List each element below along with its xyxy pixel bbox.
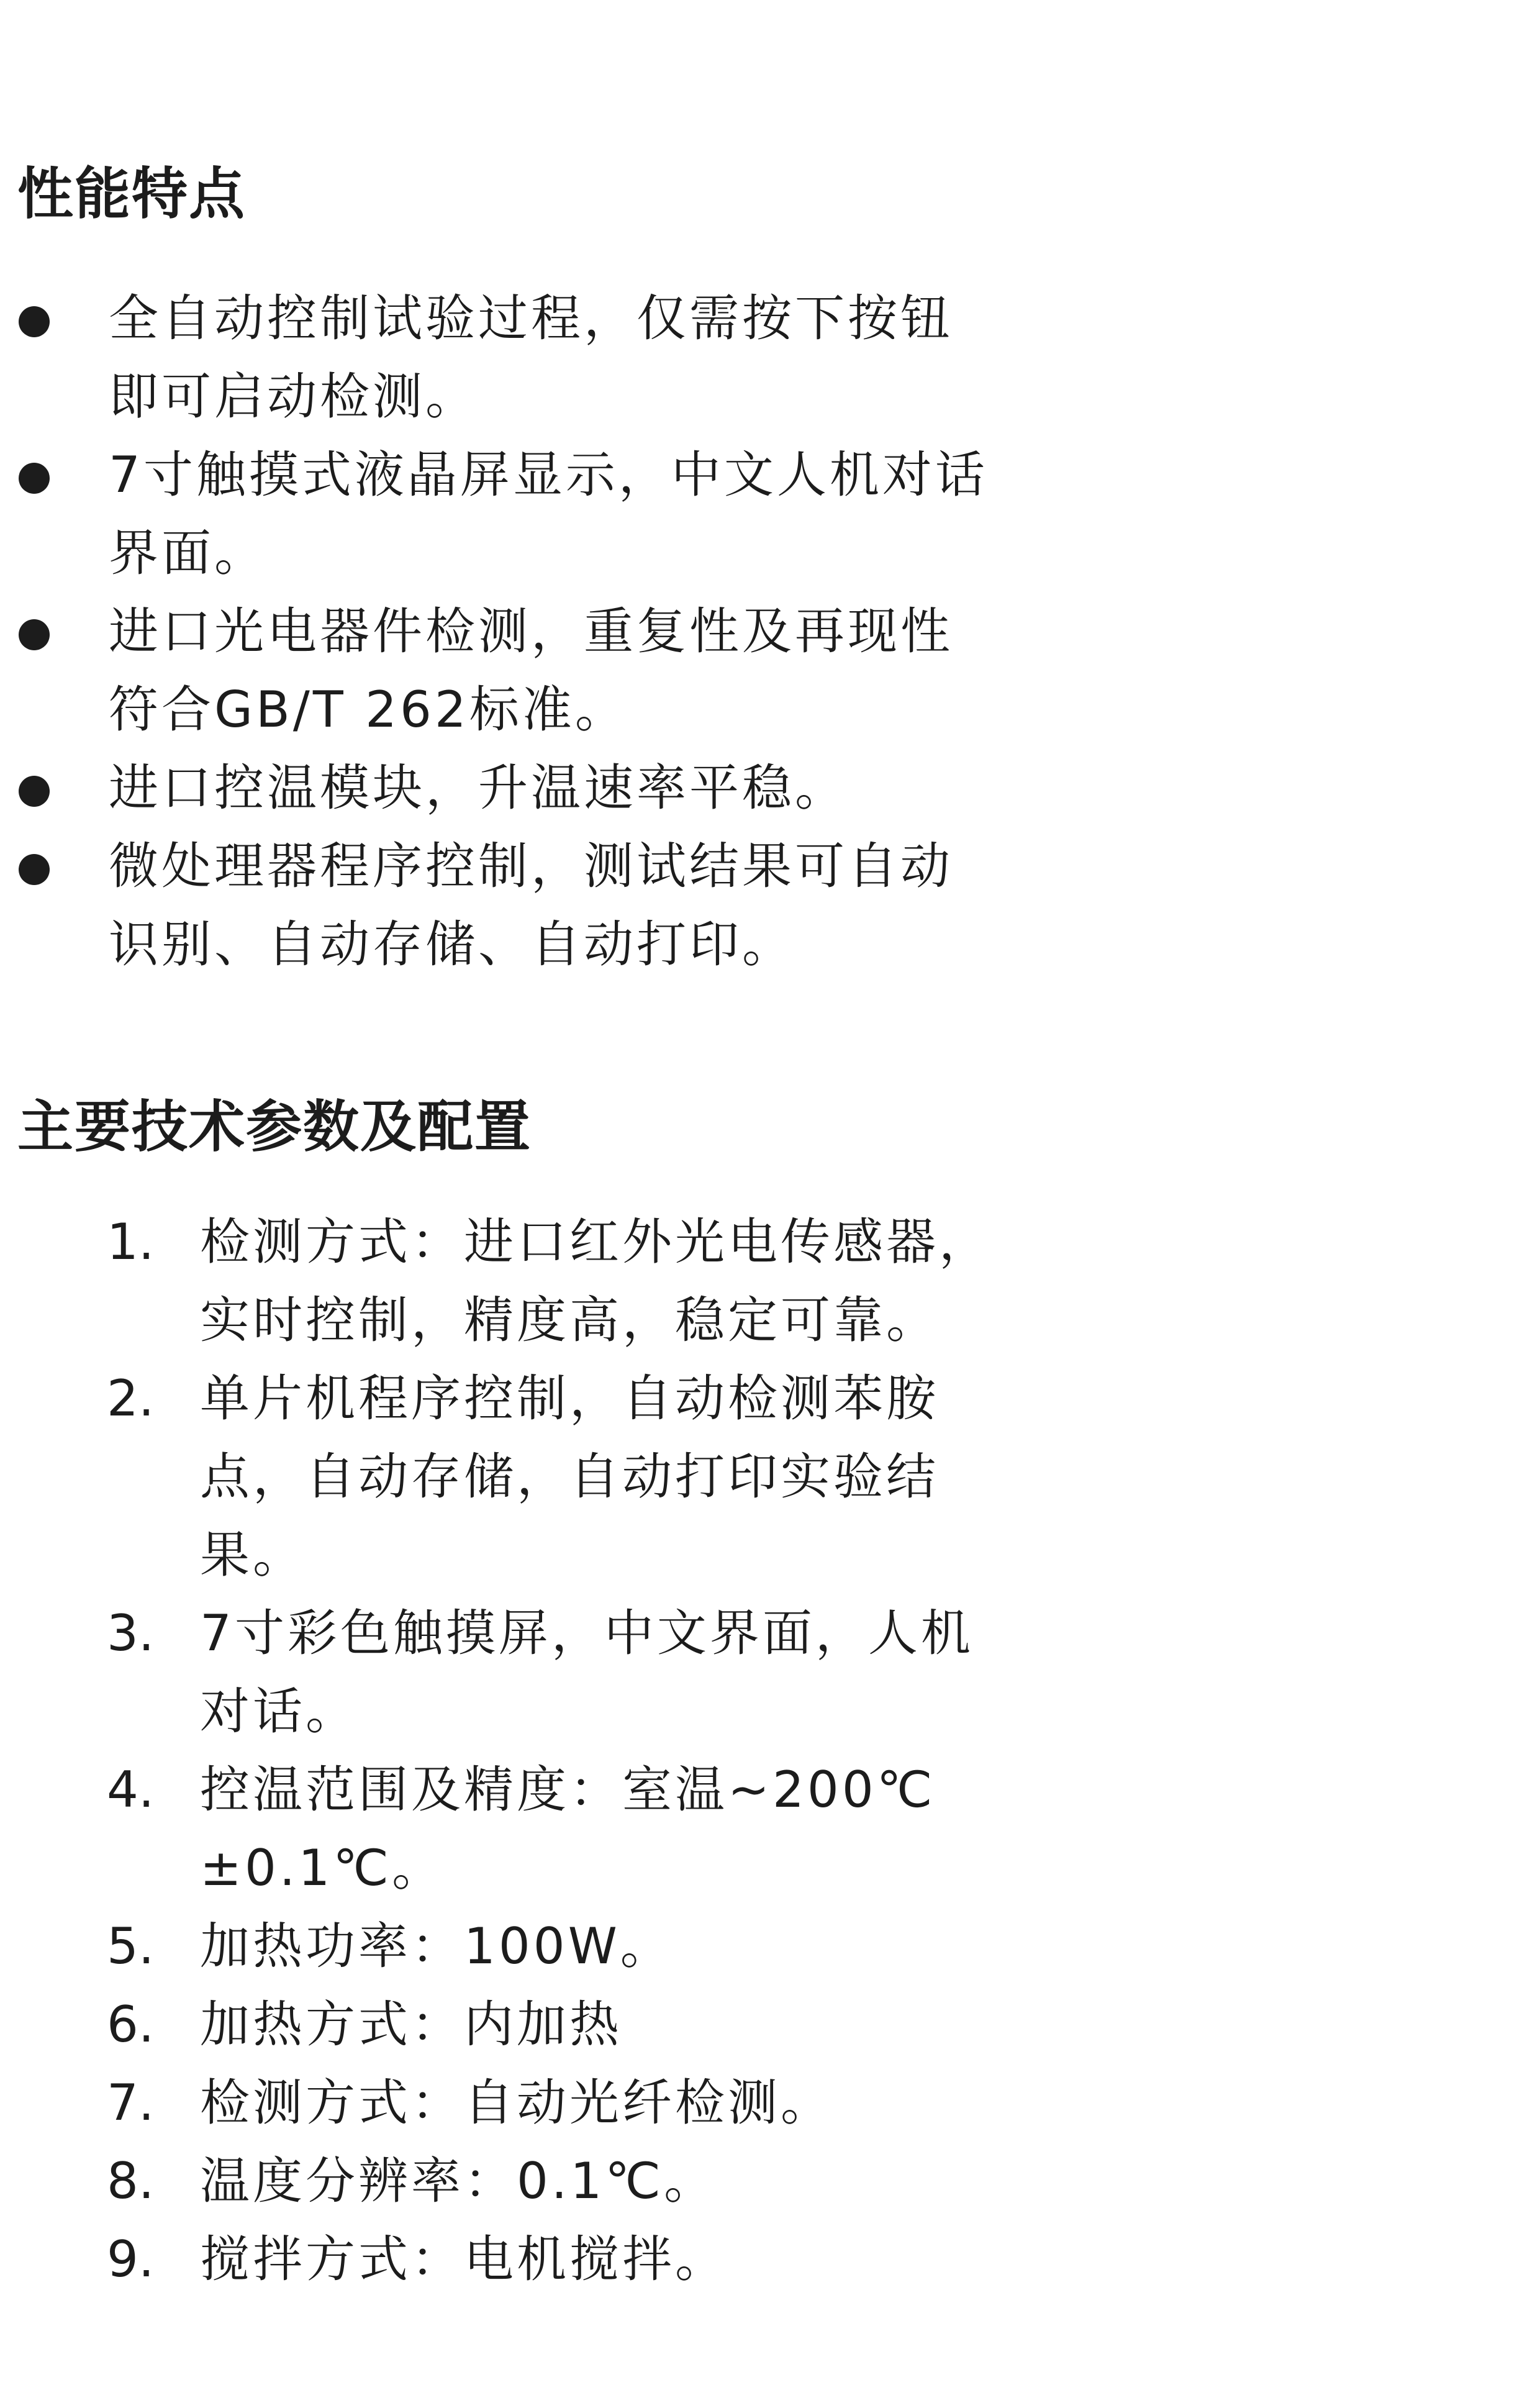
feature-text: 进口控温模块，升温速率平稳。	[109, 759, 848, 817]
feature-item	[0, 593, 994, 749]
spec-number: 2.	[107, 1370, 155, 1427]
feature-text: 进口光电器件检测，重复性及再现性符合GB/T 262标准。	[109, 602, 953, 738]
spec-number: 9.	[107, 2230, 155, 2288]
feature-item	[0, 749, 994, 827]
spec-item	[0, 1594, 994, 1751]
spec-text: 温度分辨率：0.1℃。	[200, 2152, 717, 2210]
spec-text: 加热功率：100W。	[200, 1917, 673, 1975]
bullet-dot-icon	[19, 306, 50, 337]
spec-text: 单片机程序控制，自动检测苯胺点，自动存储，自动打印实验结果。	[200, 1370, 939, 1584]
feature-text: 7寸触摸式液晶屏显示，中文人机对话界面。	[109, 446, 988, 582]
feature-item	[0, 827, 994, 984]
spec-text: 搅拌方式：电机搅拌。	[200, 2230, 728, 2288]
specs-list	[0, 1203, 994, 2299]
bullet-dot-icon	[19, 854, 50, 885]
spec-item	[0, 2142, 994, 2220]
spec-item	[0, 1360, 994, 1594]
spec-item	[0, 1203, 994, 1360]
spec-item	[0, 1907, 994, 1986]
bullet-dot-icon	[19, 619, 50, 650]
spec-item	[0, 2064, 994, 2142]
bullet-dot-icon	[19, 463, 50, 494]
spec-number: 5.	[107, 1917, 155, 1975]
feature-text: 微处理器程序控制，测试结果可自动识别、自动存储、自动打印。	[109, 837, 953, 973]
spec-number: 6.	[107, 1996, 155, 2053]
spec-number: 1.	[107, 1213, 155, 1271]
bullet-dot-icon	[19, 776, 50, 807]
spec-text: 加热方式：内加热	[200, 1996, 622, 2053]
spec-number: 4.	[107, 1761, 155, 1819]
feature-item	[0, 279, 994, 436]
specs-heading: 主要技术参数及配置	[17, 1094, 532, 1160]
spec-number: 8.	[107, 2152, 155, 2210]
spec-text: 检测方式：进口红外光电传感器，实时控制，精度高，稳定可靠。	[200, 1213, 992, 1349]
spec-item	[0, 2220, 994, 2299]
spec-item	[0, 1986, 994, 2064]
spec-text: 控温范围及精度：室温~200℃±0.1℃。	[200, 1761, 936, 1897]
spec-text: 检测方式：自动光纤检测。	[200, 2074, 833, 2132]
spec-text: 7寸彩色触摸屏，中文界面，人机对话。	[200, 1604, 974, 1740]
feature-text: 全自动控制试验过程，仅需按下按钮即可启动检测。	[109, 289, 953, 425]
features-list	[0, 279, 994, 984]
spec-item	[0, 1751, 994, 1907]
spec-number: 7.	[107, 2074, 155, 2132]
feature-item	[0, 436, 994, 593]
spec-number: 3.	[107, 1604, 155, 1662]
features-heading: 性能特点	[17, 161, 246, 227]
